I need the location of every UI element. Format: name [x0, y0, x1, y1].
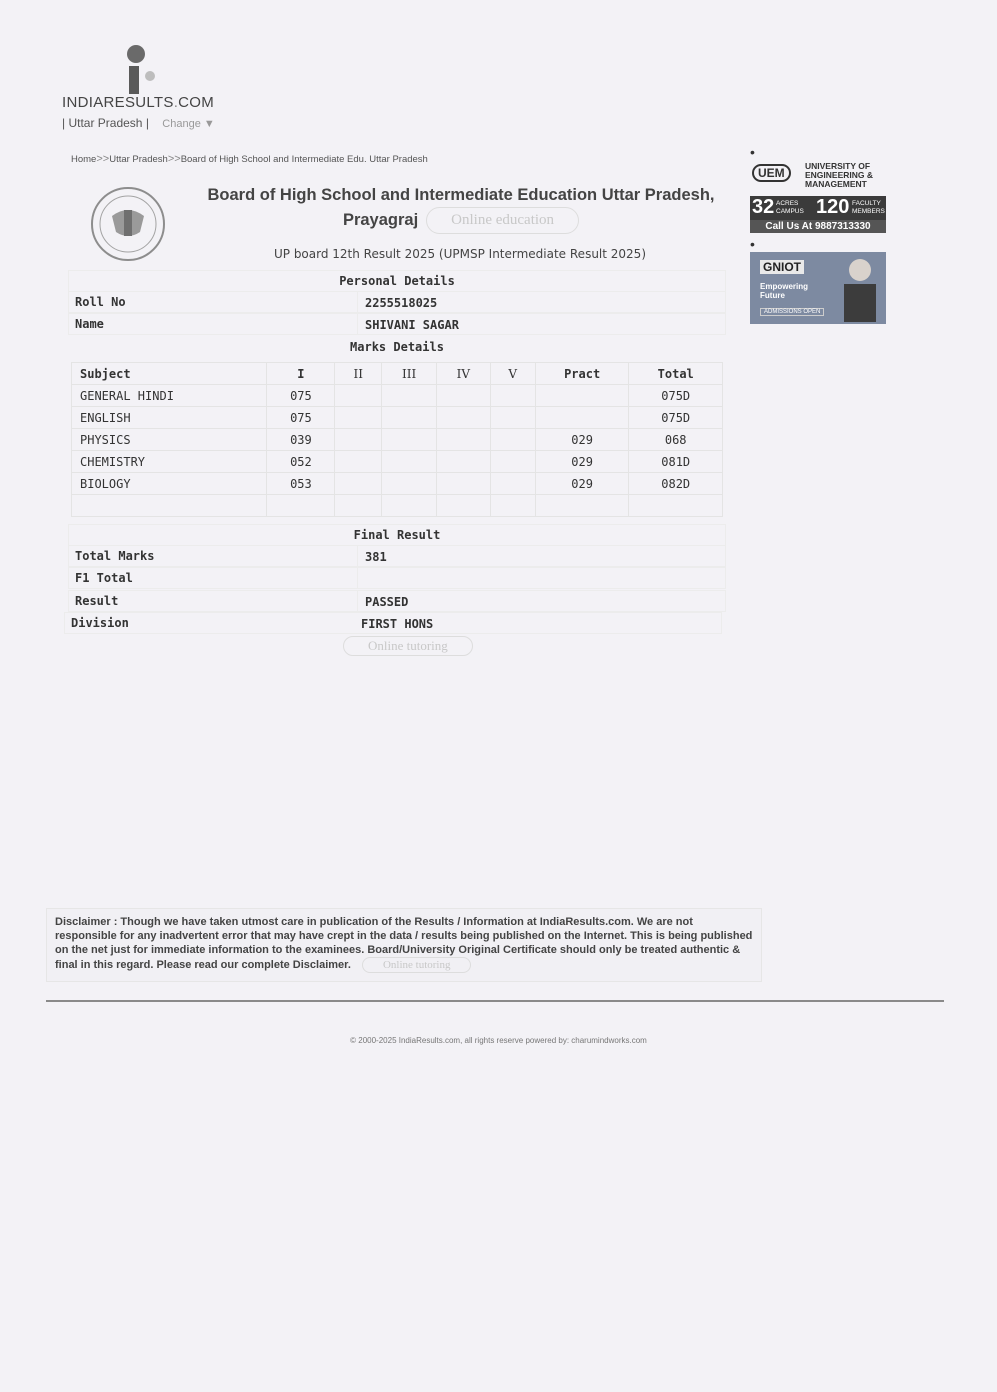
subject-cell: ENGLISH: [72, 407, 267, 429]
total-marks-value: 381: [365, 550, 387, 564]
mark-cell: [490, 451, 535, 473]
gniot-tagline: Empowering Future: [760, 282, 809, 300]
gniot-logo: GNIOT: [760, 260, 804, 274]
uem-faculty-number: 120: [816, 196, 850, 218]
table-row: [72, 385, 723, 407]
col-pract: Pract: [535, 363, 629, 385]
mark-cell: [335, 473, 382, 495]
f1-total-label: F1 Total: [75, 571, 133, 585]
mark-cell: [335, 495, 382, 517]
final-result-heading: Final Result: [68, 524, 726, 546]
gniot-ad[interactable]: [750, 252, 886, 324]
total-cell: 081D: [629, 451, 723, 473]
roll-number-value: 2255518025: [365, 296, 438, 310]
mark-cell: [437, 495, 491, 517]
table-row: [72, 473, 723, 495]
personal-details-heading: Personal Details: [68, 270, 726, 292]
subject-cell: PHYSICS: [72, 429, 267, 451]
mark-cell: 052: [267, 451, 335, 473]
board-title-line1: Board of High School and Intermediate Education Uttar Pradesh,: [207, 186, 715, 204]
col-ii: II: [335, 363, 382, 385]
mark-cell: [335, 407, 382, 429]
up-board-seal-icon: [90, 186, 166, 262]
mark-cell: [490, 495, 535, 517]
gniot-admissions: ADMISSIONS OPEN: [760, 308, 824, 316]
pract-cell: [535, 495, 629, 517]
mark-cell: [437, 451, 491, 473]
name-value: SHIVANI SAGAR: [365, 318, 459, 332]
col-subject: Subject: [72, 363, 267, 385]
mark-cell: [382, 495, 437, 517]
uem-ad[interactable]: [750, 160, 886, 233]
uem-acres-text: ACRES CAMPUS: [776, 200, 804, 215]
footer-copyright: © 2000-2025 IndiaResults.com, all rights reserve powered by: charumindworks.com: [350, 1036, 647, 1045]
disclaimer-tutoring-pill[interactable]: Online tutoring: [362, 957, 472, 973]
breadcrumb: Home>>Uttar Pradesh>>Board of High School and Intermediate Edu. Uttar Pradesh: [71, 153, 428, 165]
board-title: [186, 184, 736, 234]
uem-logo: UEM: [752, 164, 791, 182]
roll-number-label: Roll No: [75, 295, 126, 309]
indiaresults-logo-icon: [118, 44, 158, 96]
pract-cell: [535, 385, 629, 407]
table-row: [72, 407, 723, 429]
result-value: PASSED: [365, 595, 409, 609]
division-value: FIRST HONS: [361, 617, 434, 631]
mark-cell: 075: [267, 407, 335, 429]
mark-cell: [382, 429, 437, 451]
col-v: V: [490, 363, 535, 385]
ad-bullet: •: [750, 144, 755, 160]
uem-call: Call Us At 9887313330: [750, 220, 886, 233]
uem-title: UNIVERSITY OF ENGINEERING & MANAGEMENT: [805, 161, 874, 189]
pract-cell: 029: [535, 473, 629, 495]
table-row: [72, 451, 723, 473]
breadcrumb-home[interactable]: Home: [71, 154, 97, 165]
pract-cell: 029: [535, 451, 629, 473]
uem-acres-number: 32: [752, 196, 775, 218]
col-i: I: [267, 363, 335, 385]
table-row: [72, 429, 723, 451]
uem-faculty-text: FACULTY MEMBERS: [852, 200, 885, 215]
name-row: [68, 313, 726, 335]
result-row: [68, 590, 726, 612]
marks-table: [71, 362, 723, 517]
mark-cell: [490, 407, 535, 429]
division-label: Division: [71, 616, 129, 630]
mark-cell: 039: [267, 429, 335, 451]
division-row: [64, 612, 722, 634]
mark-cell: [437, 429, 491, 451]
result-label: Result: [75, 594, 119, 608]
col-iii: III: [382, 363, 437, 385]
disclaimer: [46, 908, 762, 982]
total-cell: 068: [629, 429, 723, 451]
subject-cell: BIOLOGY: [72, 473, 267, 495]
board-title-line2: Prayagraj: [342, 210, 419, 229]
mark-cell: [382, 451, 437, 473]
pract-cell: [535, 407, 629, 429]
mark-cell: [490, 473, 535, 495]
mark-cell: [267, 495, 335, 517]
subject-cell: GENERAL HINDI: [72, 385, 267, 407]
mark-cell: [437, 385, 491, 407]
roll-number-row: [68, 291, 726, 313]
col-iv: IV: [437, 363, 491, 385]
online-tutoring-pill[interactable]: Online tutoring: [343, 636, 473, 656]
disclaimer-text: Disclaimer : Though we have taken utmost care in publication of the Results / Information at IndiaResults.com. We are not responsible for any inadvertent error that may have crept in the data / results being published on the Internet. This is being published on the net just for immediate information to the examinees. Board/University Original Certificate should only be treated authentic & final in this regard. Please read our complete Disclaimer.: [55, 916, 753, 971]
ad-bullet: •: [750, 236, 755, 252]
subject-cell: [72, 495, 267, 517]
footer-divider: [46, 1000, 944, 1002]
f1-total-row: [68, 567, 726, 589]
mark-cell: 053: [267, 473, 335, 495]
pract-cell: 029: [535, 429, 629, 451]
online-education-pill[interactable]: Online education: [426, 207, 579, 234]
table-row: [72, 495, 723, 517]
marks-details-heading: Marks Details: [350, 340, 444, 354]
mark-cell: 075: [267, 385, 335, 407]
person-photo-icon: [836, 254, 884, 322]
total-marks-row: [68, 545, 726, 567]
marks-header-row: [72, 363, 723, 385]
total-marks-label: Total Marks: [75, 549, 155, 563]
result-heading: UP board 12th Result 2025 (UPMSP Intermediate Result 2025): [273, 247, 646, 261]
mark-cell: [437, 473, 491, 495]
mark-cell: [437, 407, 491, 429]
site-name[interactable]: INDIARESULTS.COM: [62, 94, 215, 111]
subject-cell: CHEMISTRY: [72, 451, 267, 473]
mark-cell: [490, 385, 535, 407]
total-cell: 075D: [629, 385, 723, 407]
mark-cell: [382, 473, 437, 495]
change-state-link[interactable]: Change ▼: [162, 118, 215, 130]
name-label: Name: [75, 317, 104, 331]
total-cell: 082D: [629, 473, 723, 495]
state-selector: [62, 116, 215, 130]
breadcrumb-board[interactable]: Board of High School and Intermediate Edu. Uttar Pradesh: [180, 154, 428, 165]
mark-cell: [335, 429, 382, 451]
breadcrumb-state[interactable]: Uttar Pradesh: [109, 154, 168, 165]
mark-cell: [382, 385, 437, 407]
mark-cell: [335, 385, 382, 407]
total-cell: [629, 495, 723, 517]
mark-cell: [382, 407, 437, 429]
mark-cell: [335, 451, 382, 473]
total-cell: 075D: [629, 407, 723, 429]
mark-cell: [490, 429, 535, 451]
state-label: | Uttar Pradesh |: [62, 116, 149, 130]
col-total: Total: [629, 363, 723, 385]
